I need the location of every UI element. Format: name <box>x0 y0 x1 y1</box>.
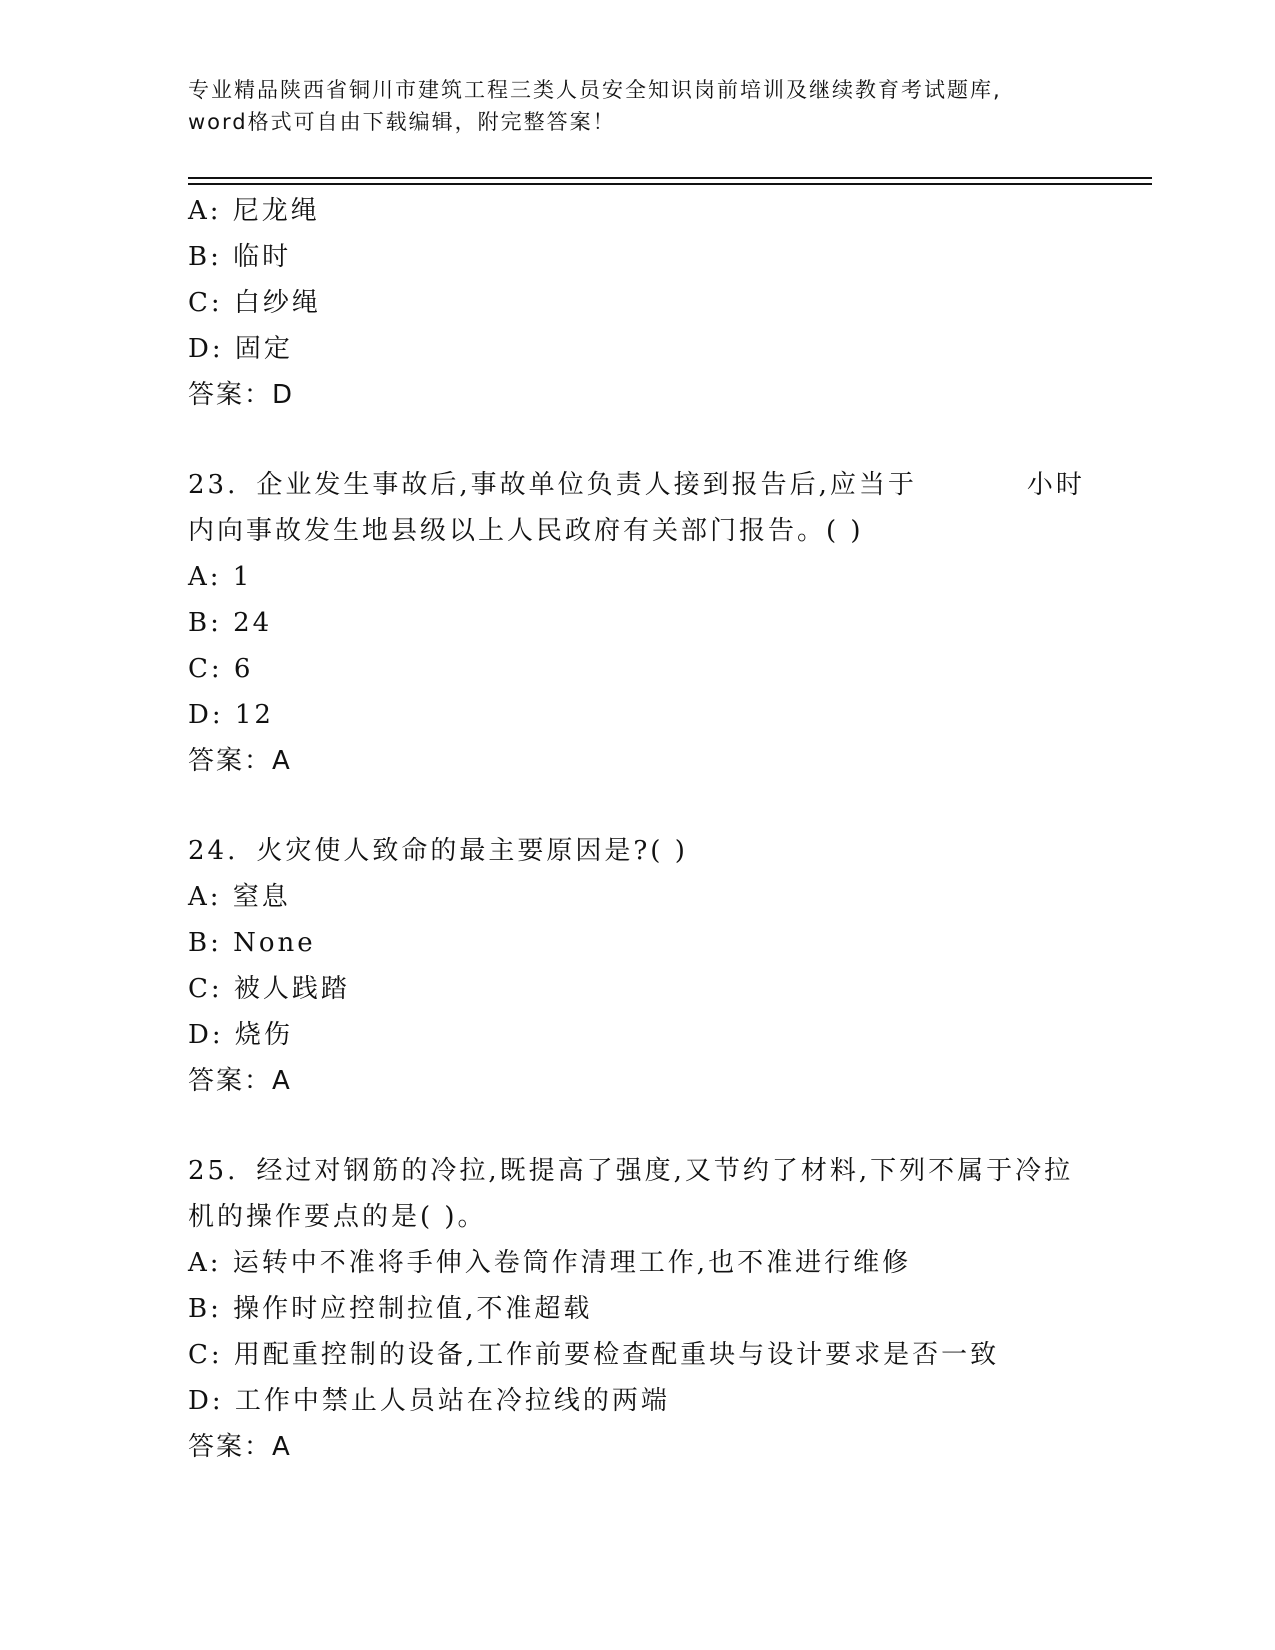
question-25 <box>188 1148 1088 1470</box>
option-b: B: 24 <box>188 608 273 638</box>
question-text-tail: 小时 <box>1026 470 1085 500</box>
question-number: 23. <box>188 470 239 500</box>
option-a: A: 运转中不准将手伸入卷筒作清理工作,也不准进行维修 <box>188 1248 912 1278</box>
header-title-line-2: word格式可自由下载编辑，附完整答案！ <box>188 110 616 134</box>
header-rule-top <box>188 177 1152 179</box>
header-title-line-1: 专业精品陕西省铜川市建筑工程三类人员安全知识岗前培训及继续教育考试题库, <box>188 78 1002 102</box>
answer-line: 答案：A <box>188 1432 292 1462</box>
option-c: C: 白纱绳 <box>188 288 321 318</box>
question-text: 经过对钢筋的冷拉,既提高了强度,又节约了材料,下列不属于冷拉 <box>256 1156 1074 1186</box>
option-c: C: 6 <box>188 654 254 684</box>
question-23 <box>188 462 1088 784</box>
option-b: B: 操作时应控制拉值,不准超载 <box>188 1294 593 1324</box>
question-stem-line-2: 内向事故发生地县级以上人民政府有关部门报告。( ) <box>188 516 864 546</box>
question-text: 火灾使人致命的最主要原因是?( ) <box>256 836 688 866</box>
option-d: D: 12 <box>188 700 274 730</box>
option-b: B: 临时 <box>188 242 292 272</box>
question-24 <box>188 828 1088 1104</box>
question-stem-line-1 <box>188 462 1088 508</box>
question-stem-line-2: 机的操作要点的是( )。 <box>188 1202 487 1232</box>
option-a: A: 窒息 <box>188 882 291 912</box>
question-text: 企业发生事故后,事故单位负责人接到报告后,应当于 <box>256 470 917 500</box>
header-rule-bottom <box>188 183 1152 185</box>
option-a: A: 尼龙绳 <box>188 196 320 226</box>
question-stem-line-1 <box>188 1148 1088 1194</box>
answer-line: 答案：A <box>188 746 292 776</box>
option-b: B: None <box>188 928 316 958</box>
option-a: A: 1 <box>188 562 253 592</box>
page-header <box>188 74 1088 138</box>
option-c: C: 用配重控制的设备,工作前要检查配重块与设计要求是否一致 <box>188 1340 1000 1370</box>
question-stem-line-1 <box>188 828 1088 874</box>
question-list <box>188 188 1088 1470</box>
option-d: D: 烧伤 <box>188 1020 293 1050</box>
answer-line: 答案：D <box>188 380 295 410</box>
option-d: D: 工作中禁止人员站在冷拉线的两端 <box>188 1386 670 1416</box>
option-c: C: 被人践踏 <box>188 974 350 1004</box>
question-number: 25. <box>188 1156 239 1186</box>
question-22-continued <box>188 188 1088 418</box>
option-d: D: 固定 <box>188 334 293 364</box>
question-number: 24. <box>188 836 239 866</box>
answer-line: 答案：A <box>188 1066 292 1096</box>
